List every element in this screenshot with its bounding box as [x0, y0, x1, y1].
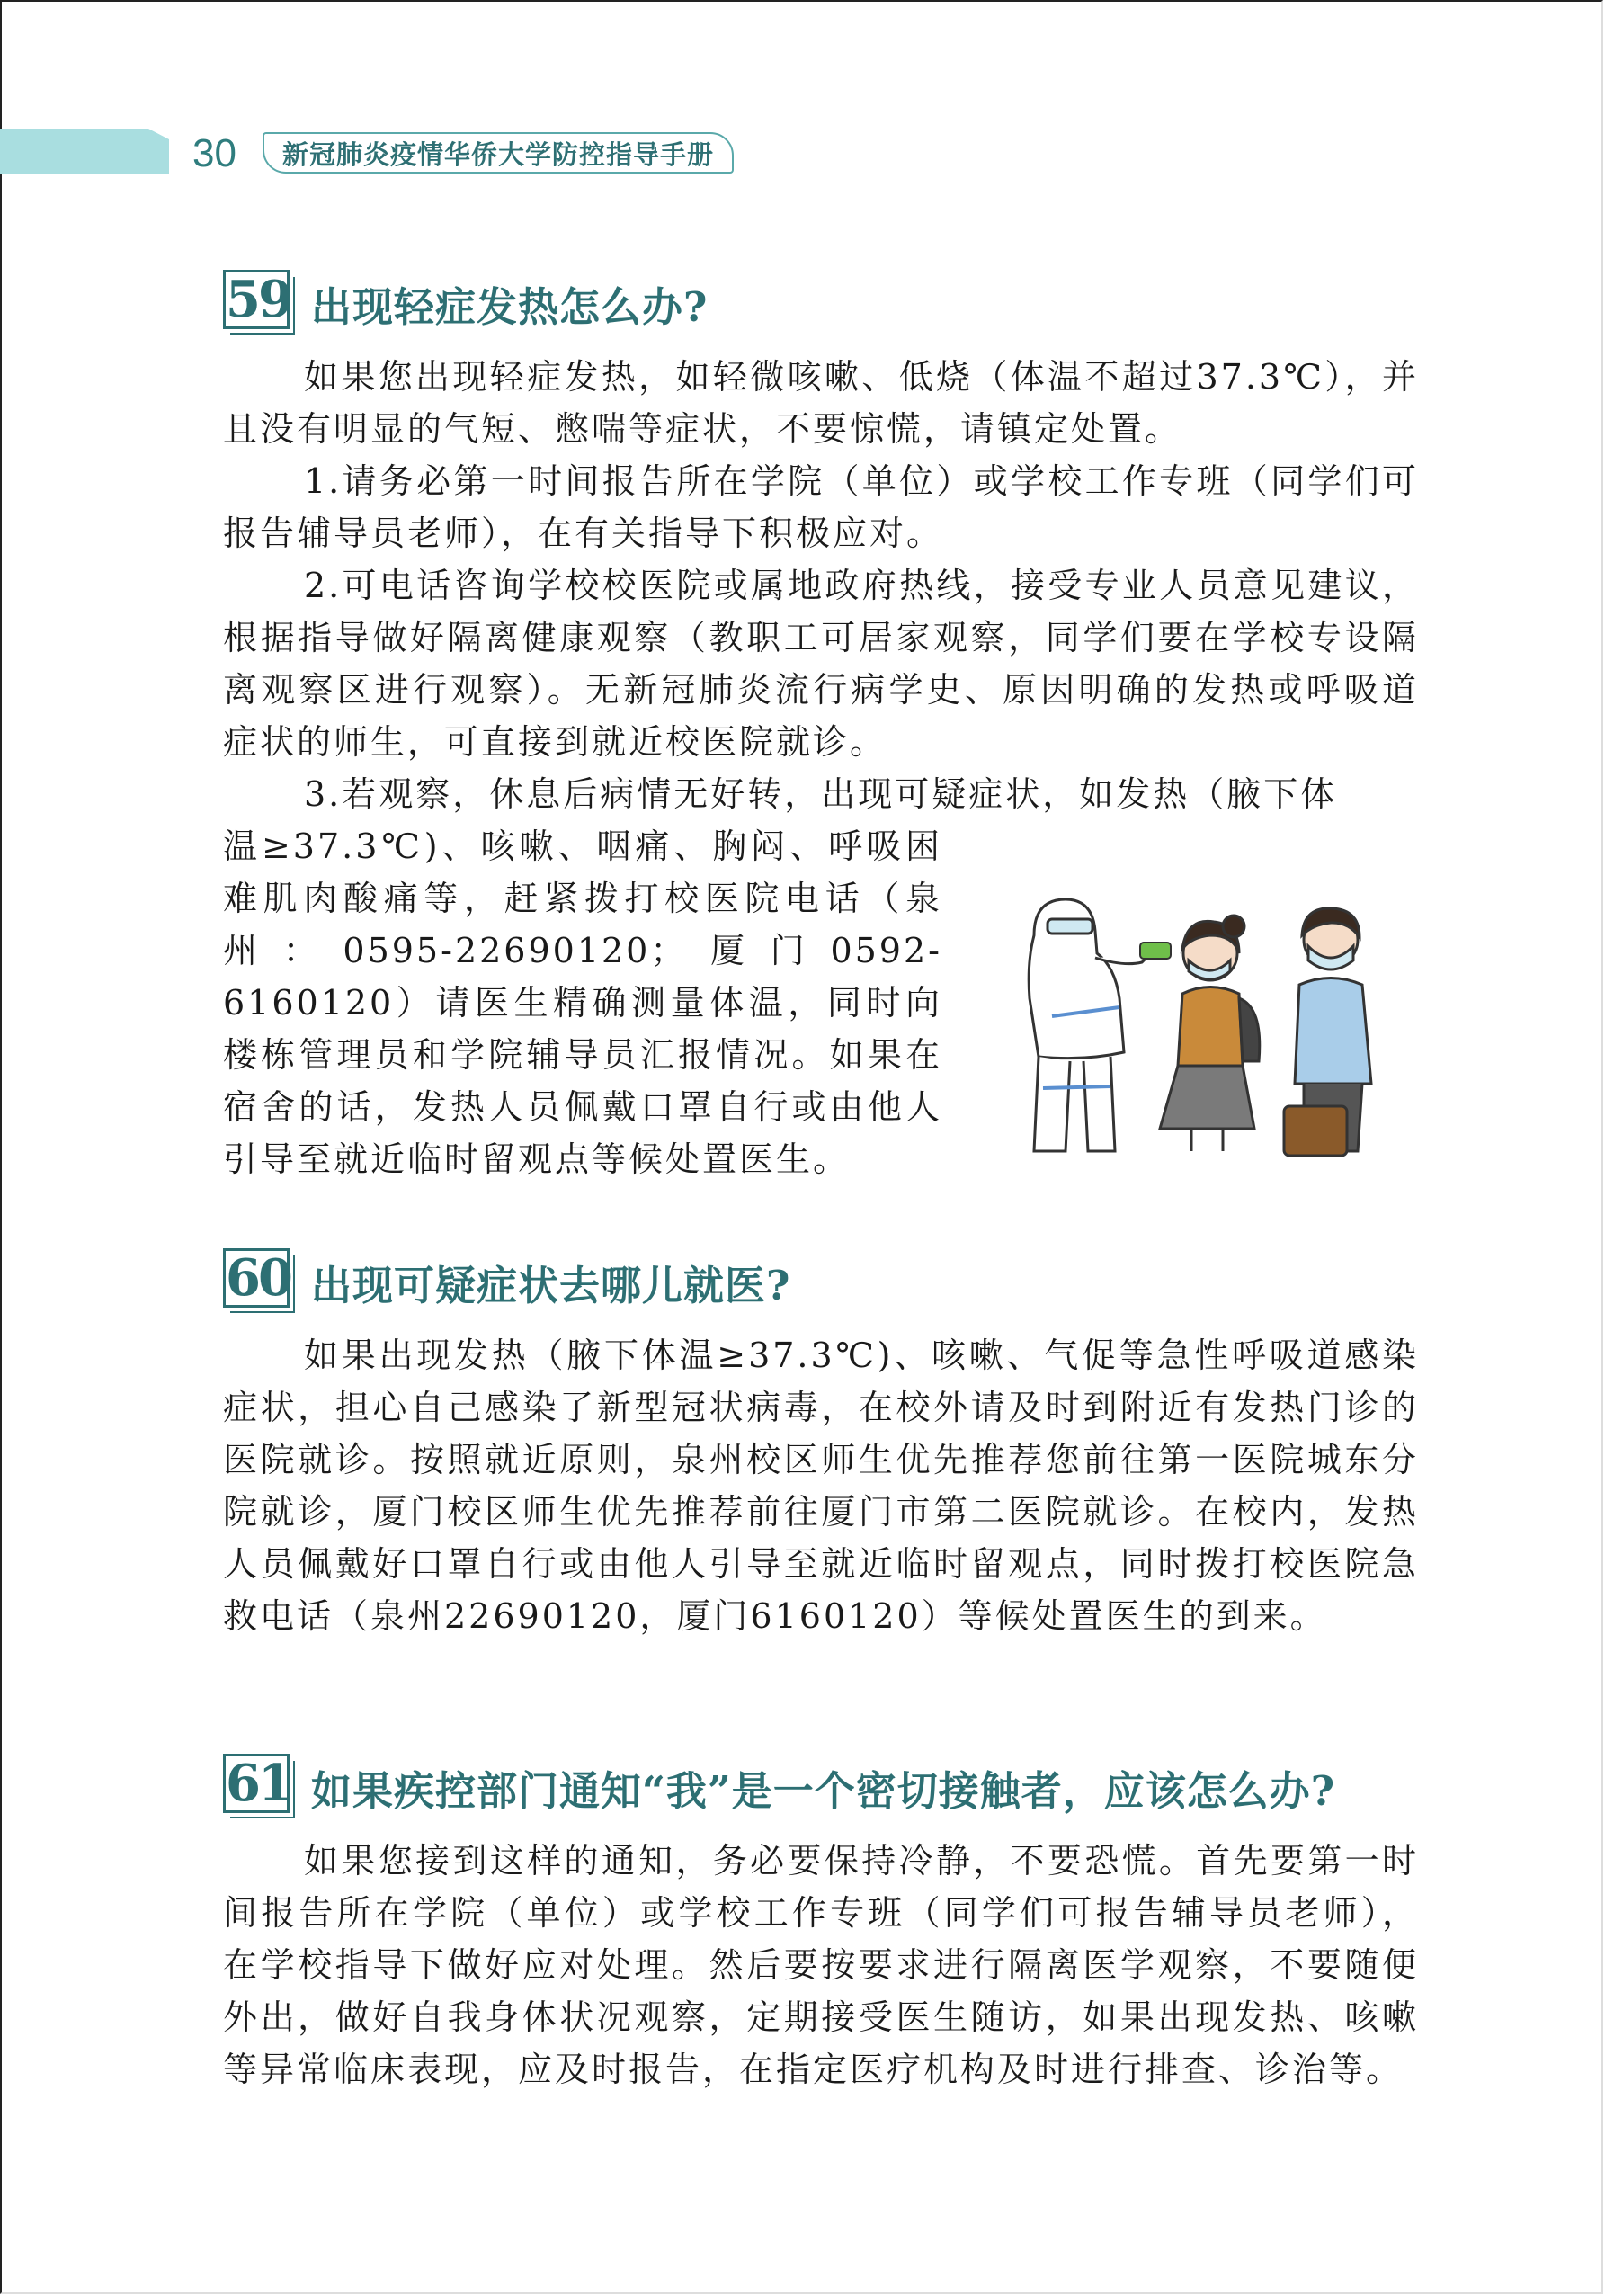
paragraph: 1.请务必第一时间报告所在学院（单位）或学校工作专班（同学们可报告辅导员老师），在有关指导下积极应对。: [223, 461, 1419, 553]
section-title: 出现可疑症状去哪儿就医?: [311, 1262, 791, 1309]
paragraph: 如果您接到这样的通知，务必要保持冷静，不要恐慌。首先要第一时间报告所在学院（单位）或学校工作专班（同学们可报告辅导员老师），在学校指导下做好应对处理。然后要按要求进行隔离医学观察，不要随便外出，做好自我身体状况观察，定期接受医生随访，如果出现发热、咳嗽等异常临床表现，应及时报告，在指定医疗机构及时进行排查、诊治等。: [223, 1841, 1419, 2089]
paragraph: 2.可电话咨询学校校医院或属地政府热线，接受专业人员意见建议，根据指导做好隔离健康观察（教职工可居家观察，同学们要在学校专设隔离观察区进行观察）。无新冠肺炎流行病学史、原因明确的发热或呼吸道症状的师生，可直接到就近校医院就诊。: [223, 566, 1419, 762]
boy-student-icon: [1284, 908, 1371, 1156]
section-number-badge: 61: [223, 1754, 290, 1813]
section-59-heading: [223, 270, 1482, 333]
section-number-badge: 59: [223, 270, 290, 329]
thermometer-icon: [1140, 943, 1171, 959]
paragraph: 3.若观察，休息后病情无好转，出现可疑症状，如发热（腋下体: [304, 774, 1338, 814]
paragraph: 如果出现发热（腋下体温≥37.3℃)、咳嗽、气促等急性呼吸道感染症状，担心自己感染了新型冠状病毒，在校外请及时到附近有发热门诊的医院就诊。按照就近原则，泉州校区师生优先推荐您前往第一医院城东分院就诊，厦门校区师生优先推荐前往厦门市第二医院就诊。在校内，发热人员佩戴好口罩自行或由他人引导至就近临时留观点，同时拨打校医院急救电话（泉州22690120，厦门6160120）等候处置医生的到来。: [223, 1336, 1419, 1636]
temperature-check-illustration: [998, 881, 1421, 1160]
paragraph: 温≥37.3℃)、咳嗽、咽痛、胸闷、呼吸困难肌肉酸痛等，赶紧拨打校医院电话（泉州：0595-22690120；厦门0592-6160120）请医生精确测量体温，同时向楼栋管理员和学院辅导员汇报情况。如果在宿舍的话，发热人员佩戴口罩自行或由他人引导至就近临时留观点等候处置医生。: [223, 826, 942, 1179]
section-61-heading: [223, 1754, 1482, 1817]
girl-student-icon: [1160, 916, 1260, 1151]
medical-worker-icon: [1029, 899, 1149, 1151]
section-number-badge: 60: [223, 1248, 290, 1308]
book-title: 新冠肺炎疫情华侨大学防控指导手册: [282, 139, 715, 170]
section-60-heading: [223, 1248, 1482, 1311]
paragraph: 如果您出现轻症发热，如轻微咳嗽、低烧（体温不超过37.3℃），并且没有明显的气短、憋喘等症状，不要惊慌，请镇定处置。: [223, 357, 1419, 449]
section-title: 如果疾控部门通知“我”是一个密切接触者，应该怎么办?: [311, 1767, 1336, 1815]
section-title: 出现轻症发热怎么办?: [311, 283, 709, 331]
page-number: 30: [192, 131, 236, 175]
header-color-band: [0, 129, 169, 174]
